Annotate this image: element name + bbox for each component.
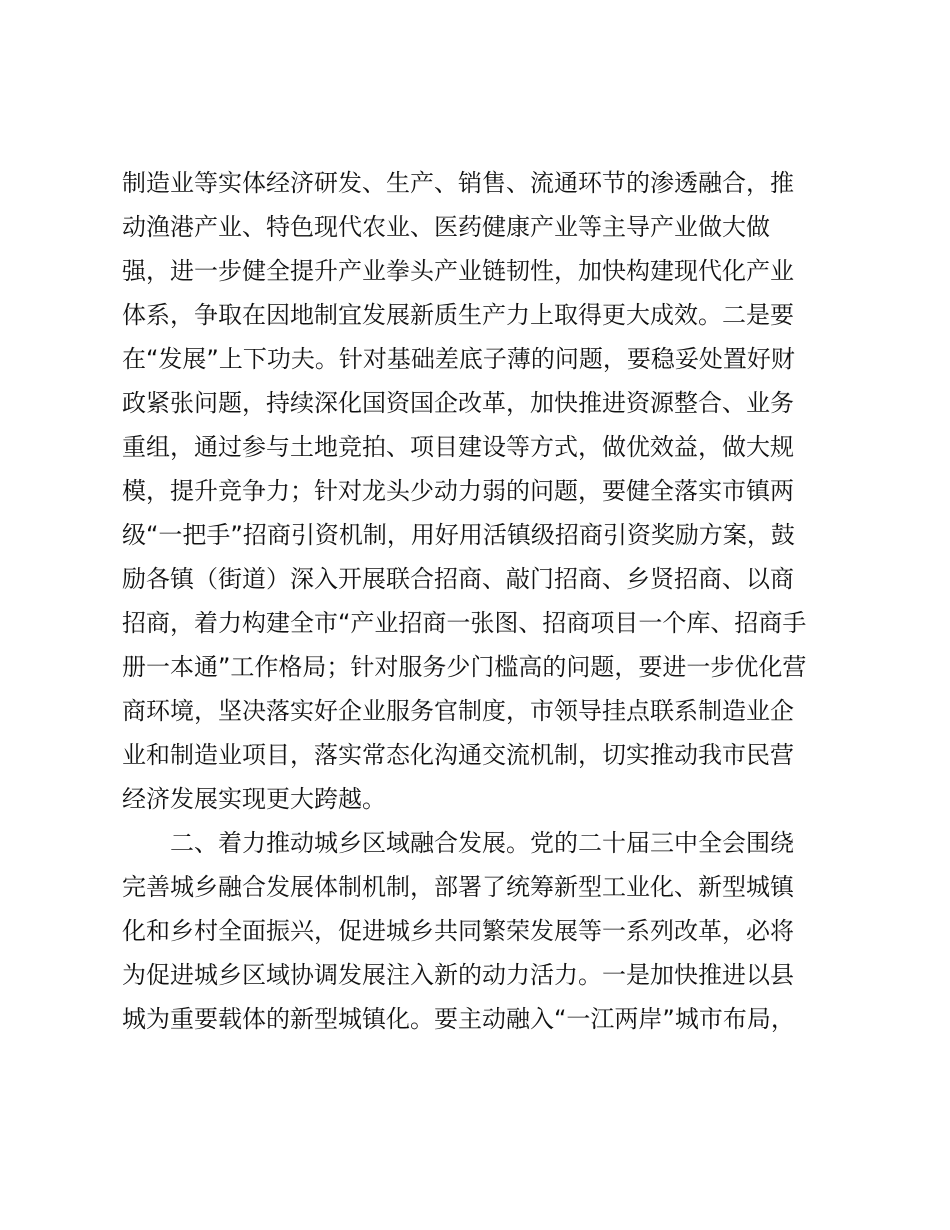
text-line: 完善城乡融合发展体制机制，部署了统筹新型工业化、新型城镇 [122,873,794,901]
text-line: 城为重要载体的新型城镇化。要主动融入“一江两岸”城市布局， [122,1005,795,1033]
text-line: 招商，着力构建全市“产业招商一张图、招商项目一个库、招商手 [122,609,807,637]
text-line: 为促进城乡区域协调发展注入新的动力活力。一是加快推进以县 [122,961,794,989]
text-line: 二、着力推动城乡区域融合发展。党的二十届三中全会围绕 [122,829,794,857]
text-line: 体系，争取在因地制宜发展新质生产力上取得更大成效。二是要 [122,301,794,329]
text-line: 化和乡村全面振兴，促进城乡共同繁荣发展等一系列改革，必将 [122,917,794,945]
text-line: 在“发展”上下功夫。针对基础差底子薄的问题，要稳妥处置好财 [122,345,795,373]
text-line: 重组，通过参与土地竞拍、项目建设等方式，做优效益，做大规 [122,433,794,461]
text-line: 模，提升竞争力；针对龙头少动力弱的问题，要健全落实市镇两 [122,477,794,505]
text-line: 商环境，坚决落实好企业服务官制度，市领导挂点联系制造业企 [122,697,794,725]
text-line: 册一本通”工作格局；针对服务少门槛高的问题，要进一步优化营 [122,653,807,681]
text-line: 级“一把手”招商引资机制，用好用活镇级招商引资奖励方案，鼓 [122,521,795,549]
text-line: 强，进一步健全提升产业拳头产业链韧性，加快构建现代化产业 [122,257,794,285]
text-line: 经济发展实现更大跨越。 [122,785,386,813]
text-line: 制造业等实体经济研发、生产、销售、流通环节的渗透融合，推 [122,169,794,197]
document-body-text [122,161,842,1041]
text-line: 励各镇（街道）深入开展联合招商、敲门招商、乡贤招商、以商 [122,565,794,593]
text-line: 政紧张问题，持续深化国资国企改革，加快推进资源整合、业务 [122,389,794,417]
text-line: 业和制造业项目，落实常态化沟通交流机制，切实推动我市民营 [122,741,794,769]
text-line: 动渔港产业、特色现代农业、医药健康产业等主导产业做大做 [122,213,770,241]
